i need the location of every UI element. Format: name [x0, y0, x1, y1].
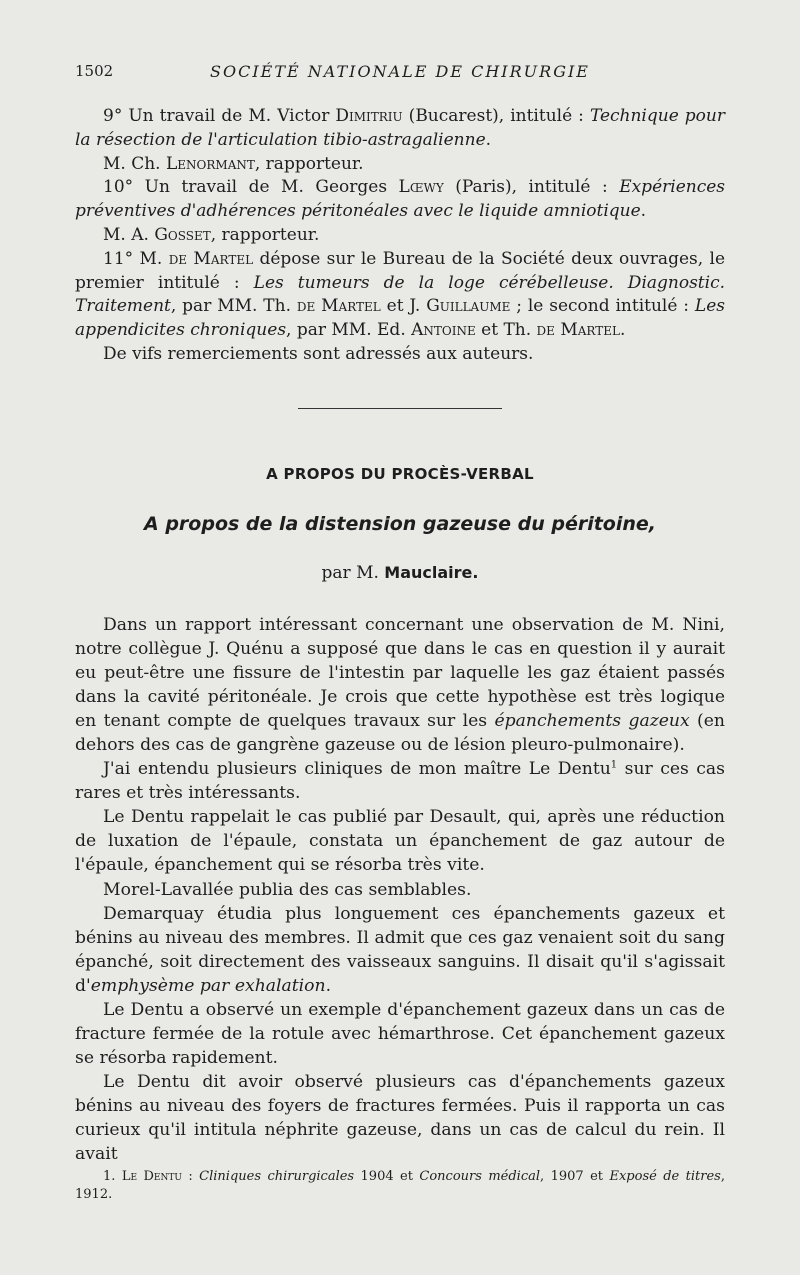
work-title: Expériences préventives d'adhérences péritonéales avec le liquide amniotique: [75, 177, 726, 222]
author-name: Lenormant: [165, 153, 255, 174]
announcements-block: [75, 105, 725, 367]
footnote: [75, 1168, 725, 1204]
text: 1904 et: [354, 1169, 420, 1184]
text: , rapporteur.: [210, 224, 320, 245]
rapporteur-line: [75, 153, 725, 177]
article-title: A propos de la distension gazeuse du péritoine,: [144, 513, 656, 535]
author-name: Dimitriu: [335, 106, 403, 126]
thanks-line: [75, 343, 725, 367]
text: .: [640, 201, 647, 222]
work-title: Les appendicites chroniques: [75, 296, 725, 341]
footnote-ref: 1: [610, 759, 618, 771]
author-name: Mauclaire.: [384, 563, 479, 582]
body-paragraph: Morel-Lavallée publia des cas semblables.: [103, 879, 472, 900]
text: (en dehors des cas de gangrène gazeuse ou de lésion pleuro-pulmonaire).: [75, 711, 725, 756]
text: (Bucarest), intitulé :: [402, 106, 590, 126]
text: et J.: [380, 296, 427, 317]
item-number: 10°: [103, 177, 134, 198]
body-paragraph: [75, 757, 725, 805]
author-name: Le Dentu: [121, 1169, 182, 1184]
item-number: 9°: [103, 106, 123, 126]
body-paragraph: [75, 613, 725, 757]
work-title: Concours médical: [419, 1169, 541, 1184]
text: , par MM. Ed.: [286, 320, 412, 341]
work-title: Les tumeurs de la loge cérébelleuse. Diagnostic. Traitement: [75, 272, 725, 317]
text: ; le second intitulé :: [510, 296, 695, 317]
text: Un travail de M. Victor: [122, 106, 336, 126]
body-paragraph: [75, 902, 725, 998]
text: Demarquay étudia plus longuement ces épanchements gazeux et bénins au niveau des membres. Il admit que ces gaz venaient soit du sang épanché, soit directement des vaisseaux sanguins. Il disait qu'il s'agissait d': [75, 903, 725, 996]
text: .: [619, 320, 626, 341]
item-11: [75, 248, 725, 343]
text: .: [485, 129, 492, 150]
item-10: [75, 176, 725, 224]
section-title: A PROPOS DU PROCÈS-VERBAL: [266, 465, 534, 483]
text: M. A.: [103, 224, 155, 245]
text: .: [325, 975, 332, 996]
author-name: de Martel: [168, 248, 254, 269]
text: Un travail de M. Georges: [133, 177, 399, 198]
section-divider: [298, 408, 502, 409]
item-number: 11°: [103, 248, 134, 269]
author-name: Lœwy: [398, 177, 444, 198]
byline: [0, 563, 800, 583]
article-body: [75, 613, 725, 1166]
text: , 1912.: [75, 1169, 725, 1202]
work-title: Cliniques chirurgicales: [199, 1169, 355, 1184]
page-number: 1502: [75, 62, 114, 80]
author-name: Guillaume: [426, 296, 511, 317]
body-paragraph: Le Dentu dit avoir observé plusieurs cas d'épanchements gazeux bénins au niveau des foyers de fractures fermées. Puis il rapporta un cas curieux qu'il intitula néphrite gazeuse, dans un cas de calcul du rein. Il avait: [75, 1071, 725, 1165]
footnote-number: 1.: [103, 1169, 122, 1184]
text: (Paris), intitulé :: [443, 177, 620, 198]
author-name: de Martel: [536, 320, 620, 341]
author-name: Gosset: [154, 224, 211, 245]
item-9: [75, 105, 725, 153]
author-name: Antoine: [411, 320, 476, 341]
byline-prefix: par M.: [321, 563, 385, 583]
text: , par MM. Th.: [170, 296, 297, 317]
text: De vifs remerciements sont adressés aux auteurs.: [103, 343, 534, 364]
author-name: de Martel: [296, 296, 381, 317]
text: Dans un rapport intéressant concernant une observation de M. Nini, notre collègue J. Quénu a supposé que dans le cas en question il y aurait eu peut-être une fissure de l'intestin par laquelle les gaz étaient passés dans la cavité péritonéale. Je crois que cette hypothèse est très logique en tenant compte de quelques travaux sur les: [75, 615, 725, 732]
text: sur ces cas rares et très intéressants.: [75, 759, 725, 804]
text: , 1907 et: [540, 1169, 610, 1184]
rapporteur-line: [75, 224, 725, 248]
page-header: [75, 62, 725, 86]
text: dépose sur le Bureau de la Société deux ouvrages, le premier intitulé :: [75, 248, 726, 293]
emphasis: emphysème par exhalation: [90, 975, 326, 996]
body-paragraph: Le Dentu rappelait le cas publié par Desault, qui, après une réduction de luxation de l'épaule, constata un épanchement de gaz autour de l'épaule, épanchement qui se résorba très vite.: [75, 807, 725, 876]
body-paragraph: Le Dentu a observé un exemple d'épanchement gazeux dans un cas de fracture fermée de la rotule avec hémarthrose. Cet épanchement gazeux se résorba rapidement.: [75, 999, 725, 1068]
text: :: [181, 1169, 200, 1184]
work-title: Technique pour la résection de l'articulation tibio-astragalienne: [75, 106, 725, 150]
text: et Th.: [475, 320, 537, 341]
text: M. Ch.: [103, 153, 166, 174]
work-title: Exposé de titres: [609, 1169, 721, 1184]
emphasis: épanchements gazeux: [494, 711, 690, 732]
text: J'ai entendu plusieurs cliniques de mon maître Le Dentu: [103, 759, 611, 780]
text: M.: [133, 248, 169, 269]
running-title: SOCIÉTÉ NATIONALE DE CHIRURGIE: [210, 62, 590, 81]
text: , rapporteur.: [254, 153, 364, 174]
